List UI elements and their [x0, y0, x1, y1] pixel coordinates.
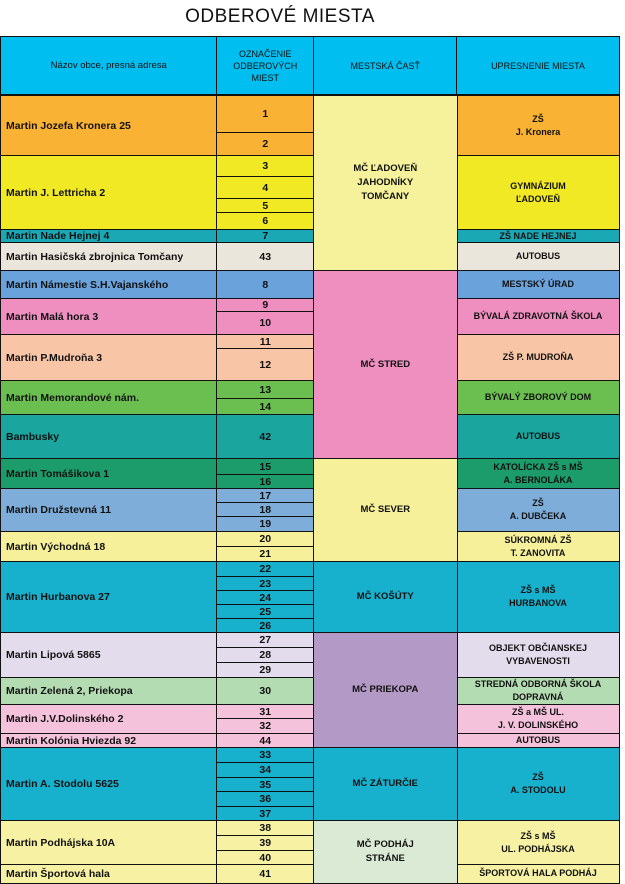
number-text: 28: [259, 649, 272, 662]
polling-place-number: [216, 155, 315, 178]
number-text: 41: [259, 867, 272, 880]
polling-place-number: [216, 380, 315, 400]
address-cell: [0, 864, 218, 884]
location-detail: [456, 242, 620, 272]
number-text: 34: [259, 764, 272, 777]
number-text: 31: [259, 705, 272, 718]
number-text: 22: [259, 563, 272, 576]
number-text: 37: [259, 807, 272, 820]
address-text: Martin Zelená 2, Priekopa: [6, 685, 133, 698]
polling-place-number: [216, 348, 315, 382]
district-name: MČ STRED: [360, 358, 411, 370]
polling-place-number: [216, 95, 315, 134]
district-name: MČ KOŠÚTY: [356, 591, 414, 603]
polling-place-number: [216, 458, 315, 476]
number-text: 44: [259, 734, 272, 747]
number-text: 2: [262, 138, 269, 151]
detail-text: ZŠ s MŠ UL. PODHÁJSKA: [501, 830, 575, 854]
detail-text: BÝVALÝ ZBOROVÝ DOM: [484, 392, 592, 403]
location-detail: [456, 155, 620, 231]
number-text: 4: [262, 181, 269, 194]
detail-text: ZŠ NADE HEJNEJ: [499, 230, 577, 241]
number-text: 16: [259, 475, 272, 488]
header-cell: [313, 36, 458, 95]
header-label: UPRESNENIE MIESTA: [491, 60, 585, 71]
detail-text: ZŠ J. Kronera: [515, 113, 561, 137]
location-detail: [456, 561, 620, 634]
number-text: 25: [259, 605, 272, 618]
address-text: Martin Podhájska 10A: [6, 836, 116, 849]
polling-place-number: [216, 398, 315, 416]
address-text: Martin Lipová 5865: [6, 649, 101, 662]
address-cell: [0, 747, 218, 822]
address-cell: [0, 298, 218, 336]
number-text: 10: [259, 317, 272, 330]
detail-text: ZŠ P. MUDROŇA: [502, 352, 574, 363]
number-text: 39: [259, 837, 272, 850]
address-text: Martin Športová hala: [6, 867, 110, 880]
address-cell: [0, 334, 218, 382]
number-text: 36: [259, 793, 272, 806]
number-text: 7: [262, 230, 269, 243]
detail-text: AUTOBUS: [515, 735, 561, 746]
detail-text: AUTOBUS: [515, 251, 561, 262]
district-name: MČ PRIEKOPA: [352, 684, 419, 696]
polling-place-number: [216, 132, 315, 157]
number-text: 12: [259, 358, 272, 371]
detail-text: AUTOBUS: [515, 431, 561, 442]
location-detail: [456, 864, 620, 884]
location-detail: [456, 95, 620, 157]
header-label: OZNAČENIE ODBEROVÝCH MIEST: [233, 48, 298, 83]
number-text: 29: [259, 664, 272, 677]
district-name: MČ SEVER: [360, 504, 411, 516]
address-text: Martin Nade Hejnej 4: [6, 230, 110, 243]
location-detail: [456, 704, 620, 735]
address-cell: [0, 270, 218, 300]
detail-text: BÝVALÁ ZDRAVOTNÁ ŠKOLA: [473, 311, 603, 322]
header-cell: [216, 36, 315, 95]
location-detail: [456, 380, 620, 416]
location-detail: [456, 298, 620, 336]
address-text: Martin Hurbanova 27: [6, 591, 110, 604]
address-cell: [0, 414, 218, 460]
number-text: 9: [262, 299, 269, 312]
address-cell: [0, 820, 218, 866]
number-text: 13: [259, 383, 272, 396]
district-cell: [313, 820, 458, 884]
detail-text: ZŠ s MŠ HURBANOVA: [509, 585, 567, 609]
detail-text: OBJEKT OBČIANSKEJ VYBAVENOSTI: [488, 643, 587, 667]
number-text: 17: [259, 489, 272, 502]
address-text: Martin Malá hora 3: [6, 310, 99, 323]
district-name: MČ ĽADOVEŇ JAHODNÍKY TOMČANY: [353, 163, 418, 203]
address-text: Martin A. Stodolu 5625: [6, 778, 119, 791]
district-cell: [313, 747, 458, 822]
address-cell: [0, 242, 218, 272]
detail-text: STREDNÁ ODBORNÁ ŠKOLA DOPRAVNÁ: [474, 679, 602, 703]
detail-text: ŠPORTOVÁ HALA PODHÁJ: [479, 868, 597, 879]
polling-place-number: [216, 270, 315, 300]
address-cell: [0, 380, 218, 416]
number-text: 21: [259, 548, 272, 561]
number-text: 35: [259, 778, 272, 791]
location-detail: [456, 488, 620, 533]
address-cell: [0, 488, 218, 533]
address-cell: [0, 561, 218, 634]
address-text: Martin Jozefa Kronera 25: [6, 119, 131, 132]
location-detail: [456, 531, 620, 563]
location-detail: [456, 747, 620, 822]
polling-place-number: [216, 677, 315, 706]
address-cell: [0, 677, 218, 706]
location-detail: [456, 677, 620, 706]
number-text: 3: [262, 160, 269, 173]
number-text: 24: [259, 591, 272, 604]
address-text: Martin Námestie S.H.Vajanského: [6, 278, 169, 291]
district-cell: [313, 561, 458, 634]
detail-text: ZŠ A. STODOLU: [510, 772, 566, 796]
location-detail: [456, 632, 620, 679]
district-name: MČ ZÁTURČIE: [352, 778, 418, 790]
number-text: 33: [259, 749, 272, 762]
address-cell: [0, 704, 218, 735]
polling-place-number: [216, 414, 315, 460]
polling-place-number: [216, 242, 315, 272]
address-text: Martin Tomášikova 1: [6, 467, 110, 480]
location-detail: [456, 458, 620, 490]
address-text: Martin Hasičská zbrojnica Tomčany: [6, 250, 184, 263]
address-text: Martin P.Mudroňa 3: [6, 351, 103, 364]
number-text: 42: [259, 430, 272, 443]
page-title: ODBEROVÉ MIESTA: [185, 6, 375, 27]
polling-place-number: [216, 212, 315, 231]
header-label: Názov obce, presná adresa: [50, 59, 167, 71]
district-cell: [313, 270, 458, 460]
number-text: 14: [259, 400, 272, 413]
address-cell: [0, 632, 218, 679]
number-text: 5: [262, 199, 269, 212]
number-text: 27: [259, 634, 272, 647]
district-cell: [313, 95, 458, 272]
header-cell: [0, 36, 218, 95]
address-text: Martin Memorandové nám.: [6, 391, 140, 404]
address-cell: [0, 95, 218, 157]
district-cell: [313, 632, 458, 749]
address-cell: [0, 531, 218, 563]
location-detail: [456, 820, 620, 866]
location-detail: [456, 414, 620, 460]
number-text: 26: [259, 619, 272, 632]
address-text: Martin Kolónia Hviezda 92: [6, 734, 137, 747]
polling-place-number: [216, 176, 315, 200]
number-text: 23: [259, 577, 272, 590]
number-text: 18: [259, 503, 272, 516]
header-label: MESTSKÁ ČASŤ: [350, 60, 420, 71]
district-name: MČ PODHÁJ STRÁNE: [356, 838, 414, 864]
number-text: 32: [259, 720, 272, 733]
detail-text: KATOLÍCKA ZŠ s MŠ A. BERNOLÁKA: [493, 461, 583, 485]
number-text: 40: [259, 851, 272, 864]
number-text: 19: [259, 518, 272, 531]
address-text: Martin Družstevná 11: [6, 504, 112, 517]
address-text: Martin J.V.Dolinského 2: [6, 713, 124, 726]
district-cell: [313, 458, 458, 563]
number-text: 30: [259, 685, 272, 698]
detail-text: MESTSKÝ ÚRAD: [501, 279, 574, 290]
polling-place-number: [216, 864, 315, 884]
detail-text: ZŠ A. DUBČEKA: [509, 498, 567, 522]
header-cell: [456, 36, 620, 95]
number-text: 38: [259, 822, 272, 835]
location-detail: [456, 270, 620, 300]
number-text: 20: [259, 533, 272, 546]
detail-text: ZŠ a MŠ UL. J. V. DOLINSKÉHO: [497, 707, 579, 731]
number-text: 1: [262, 108, 269, 121]
location-detail: [456, 334, 620, 382]
address-cell: [0, 155, 218, 231]
number-text: 15: [259, 460, 272, 473]
detail-text: GYMNÁZIUM ĽADOVEŇ: [510, 180, 566, 204]
address-text: Bambusky: [6, 430, 60, 443]
number-text: 8: [262, 278, 269, 291]
number-text: 6: [262, 215, 269, 228]
detail-text: SÚKROMNÁ ZŠ T. ZANOVITA: [504, 534, 572, 558]
number-text: 11: [259, 335, 271, 348]
address-cell: [0, 458, 218, 490]
address-text: Martin Východná 18: [6, 540, 106, 553]
address-text: Martin J. Lettricha 2: [6, 186, 106, 199]
number-text: 43: [259, 250, 272, 263]
polling-place-number: [216, 311, 315, 336]
